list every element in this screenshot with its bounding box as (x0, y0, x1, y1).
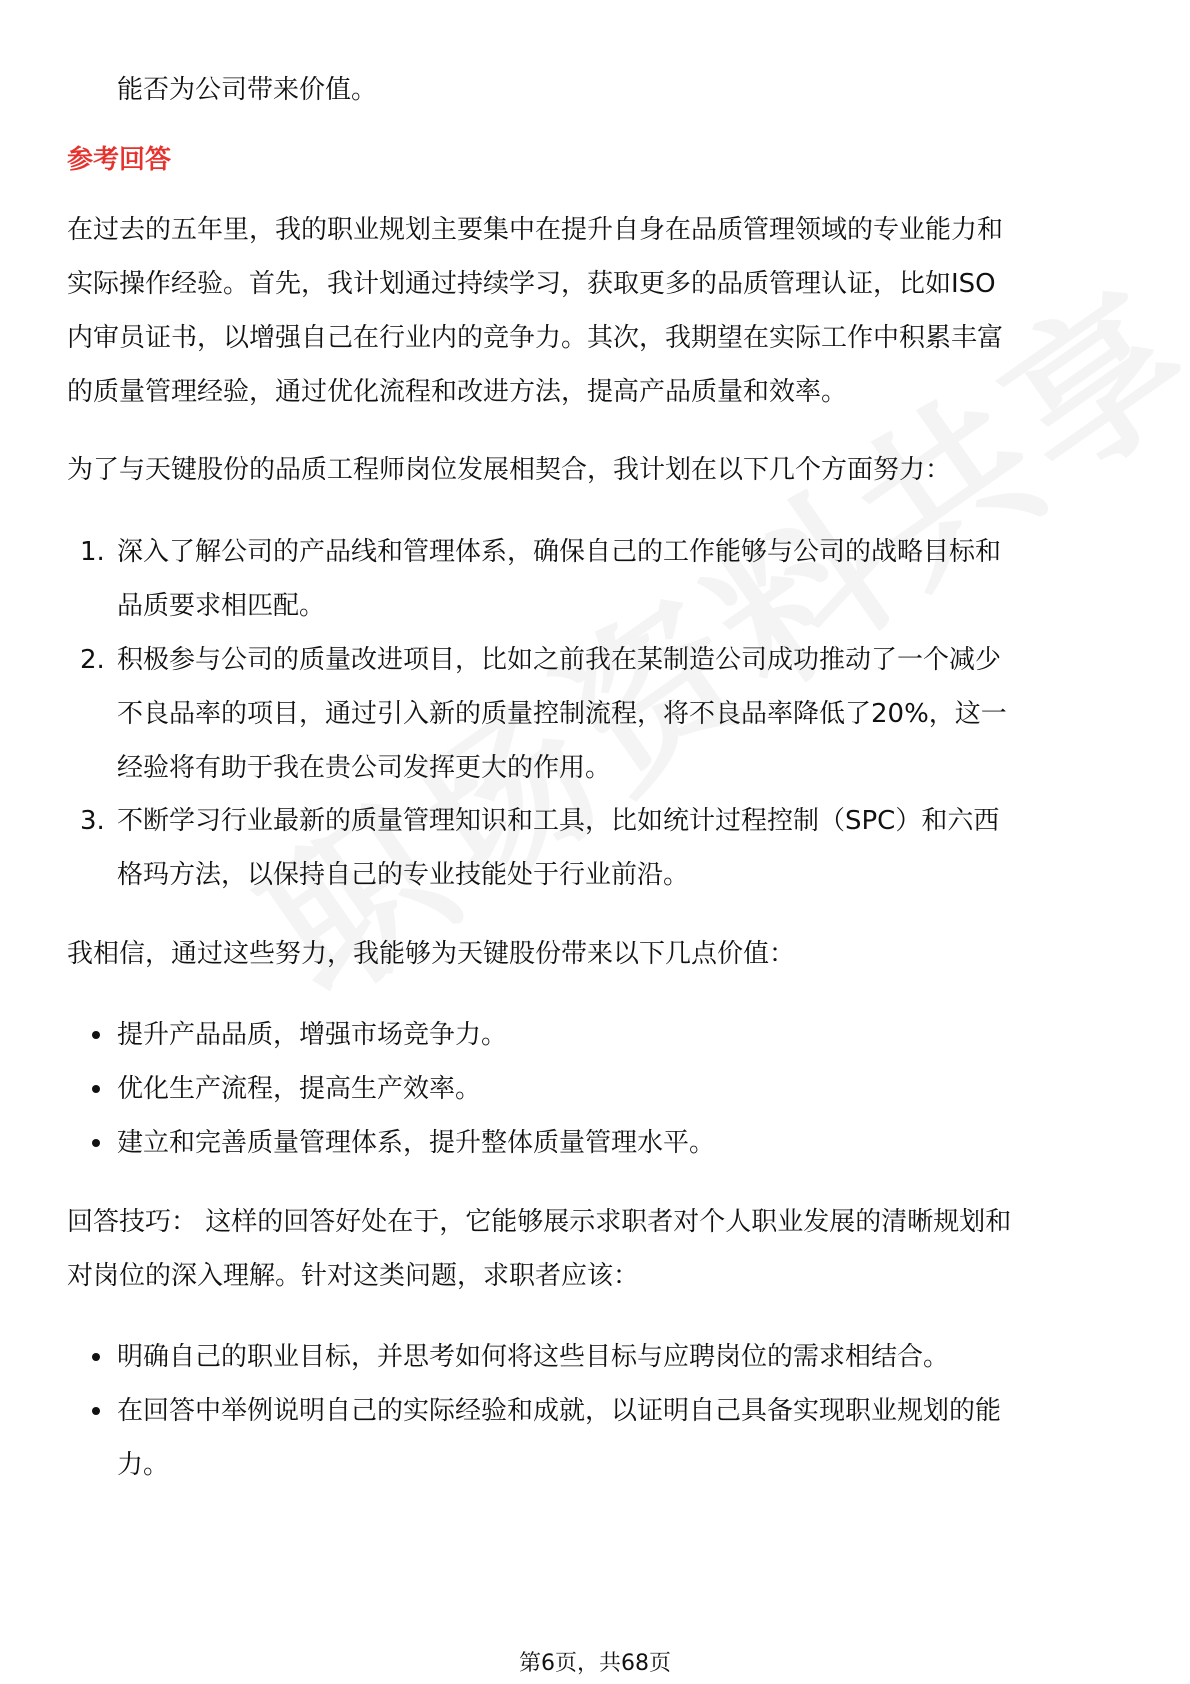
value-item: 建立和完善质量管理体系，提升整体质量管理水平。 (117, 1128, 716, 1158)
list-item-line: 格玛方法，以保持自己的专业技能处于行业前沿。 (117, 860, 690, 890)
para1-line: 的质量管理经验，通过优化流程和改进方法，提高产品质量和效率。 (67, 377, 848, 407)
tips-line: 对岗位的深入理解。针对这类问题，求职者应该： (67, 1261, 640, 1291)
value-item: 提升产品品质，增强市场竞争力。 (117, 1020, 508, 1050)
bullet-dot (92, 1407, 100, 1415)
para2: 为了与天键股份的品质工程师岗位发展相契合，我计划在以下几个方面努力： (67, 455, 952, 485)
list-number: 3. (80, 806, 105, 836)
watermark (211, 324, 1089, 1041)
para1-line: 内审员证书，以增强自己在行业内的竞争力。其次，我期望在实际工作中积累丰富 (67, 323, 1004, 353)
value-item: 优化生产流程，提高生产效率。 (117, 1074, 482, 1104)
list-item-line: 品质要求相匹配。 (117, 591, 326, 621)
intro-tail: 能否为公司带来价值。 (117, 75, 378, 105)
list-item-line: 积极参与公司的质量改进项目，比如之前我在某制造公司成功推动了一个减少 (117, 645, 1002, 675)
tips-line: 回答技巧： 这样的回答好处在于，它能够展示求职者对个人职业发展的清晰规划和 (67, 1207, 1012, 1237)
tip-item-line: 力。 (117, 1450, 170, 1480)
list-number: 2. (80, 645, 105, 675)
tip-item-line: 在回答中举例说明自己的实际经验和成就，以证明自己具备实现职业规划的能 (117, 1396, 1002, 1426)
bullet-dot (92, 1139, 100, 1147)
bullet-dot (92, 1085, 100, 1093)
reference-heading: 参考回答 (67, 145, 172, 175)
page-footer: 第6页，共68页 (519, 1651, 671, 1676)
list-item-line: 不良品率的项目，通过引入新的质量控制流程，将不良品率降低了20%，这一 (117, 699, 1007, 729)
list-item-line: 深入了解公司的产品线和管理体系，确保自己的工作能够与公司的战略目标和 (117, 537, 1002, 567)
list-number: 1. (80, 537, 105, 567)
para1-line: 实际操作经验。首先，我计划通过持续学习，获取更多的品质管理认证，比如ISO (67, 269, 996, 299)
tip-item-line: 明确自己的职业目标，并思考如何将这些目标与应聘岗位的需求相结合。 (117, 1342, 950, 1372)
para1-line: 在过去的五年里，我的职业规划主要集中在提升自身在品质管理领域的专业能力和 (67, 215, 1004, 245)
bullet-dot (92, 1031, 100, 1039)
para3: 我相信，通过这些努力，我能够为天键股份带来以下几点价值： (67, 939, 796, 969)
list-item-line: 不断学习行业最新的质量管理知识和工具，比如统计过程控制（SPC）和六西 (117, 806, 1000, 836)
bullet-dot (92, 1353, 100, 1361)
list-item-line: 经验将有助于我在贵公司发挥更大的作用。 (117, 753, 612, 783)
